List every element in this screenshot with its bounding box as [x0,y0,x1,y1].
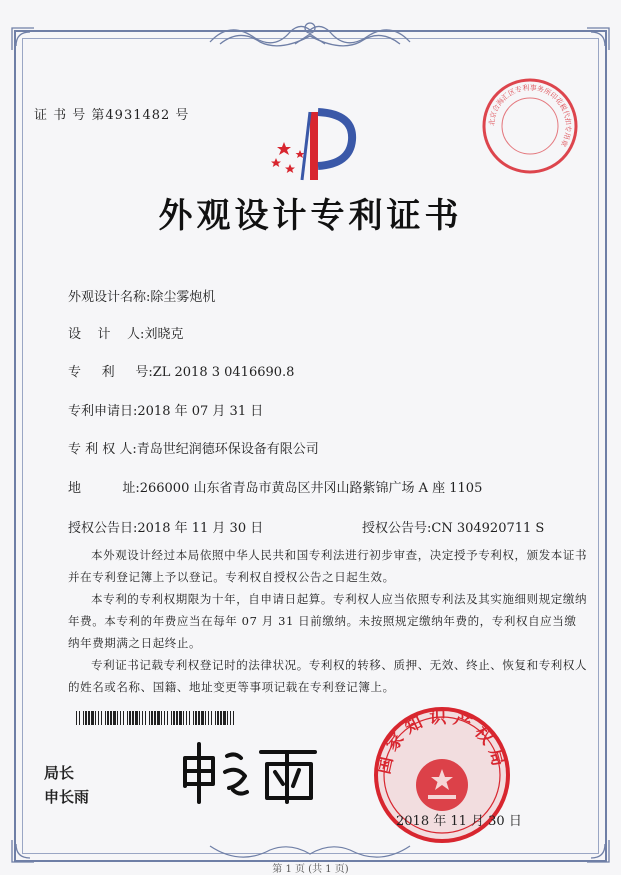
address-row [68,477,482,496]
chief-title: 局长 [44,764,75,782]
chief-name: 申长雨 [44,788,90,806]
filing-date-label: 专利申请日: [68,404,138,419]
cnipa-seal-text: 国家知识产权局 [374,707,510,776]
patentee-row [68,438,319,457]
corner-ornament-icon [8,24,38,54]
grant-date-value: 2018 年 11 月 30 日 [137,521,264,536]
patent-no-value: ZL 2018 3 0416690.8 [152,365,295,380]
filing-date-row [68,400,263,419]
patentee-label: 专 利 权 人: [68,442,137,457]
designer-row [68,323,183,342]
paragraph-term: 本专利的专利权期限为十年，自申请日起算。专利权人应当依照专利法及其实施细则规定缴纳年费。本专利的年费应当在每年 07 月 31 日前缴纳。未按照规定缴纳年费的，专利权自应当缴纳年费期满之日起终止。 [68,592,588,650]
certificate-number: 证 书 号 第4931482 号 [34,108,190,123]
design-name-label: 外观设计名称: [68,290,151,305]
address-label: 地 址: [68,481,140,496]
certificate-title: 外观设计专利证书 [158,196,463,236]
corner-ornament-icon [583,24,613,54]
grant-date-label: 授权公告日: [68,521,138,536]
grant-no-row [362,517,544,536]
patent-no-label: 专 利 号: [68,365,153,380]
design-name-row [68,286,215,305]
barcode-icon [76,711,236,725]
signature-icon [175,738,325,808]
filing-date-value: 2018 年 07 月 31 日 [137,404,264,419]
page-number: 第 1 页 (共 1 页) [272,864,349,875]
grant-date-row [68,517,263,536]
paragraph-register: 专利证书记载专利权登记时的法律状况。专利权的转移、质押、无效、终止、恢复和专利权人的姓名或名称、国籍、地址变更等事项记载在专利登记簿上。 [68,658,588,694]
patentee-value: 青岛世纪润德环保设备有限公司 [136,442,319,457]
top-ornament-icon [200,14,420,54]
tax-seal-icon [480,76,580,176]
design-name-value: 除尘雾炮机 [150,290,216,305]
cnipa-logo-icon [262,104,362,184]
patent-no-row [68,361,294,380]
grant-no-value: CN 304920711 S [431,521,545,536]
tax-seal-text: 北京合海汇区专利事务所印花税代扣专用章 [487,83,573,148]
seal-date: 2018 年 11 月 30 日 [396,814,522,829]
designer-value: 刘晓克 [144,327,184,342]
grant-no-label: 授权公告号: [362,521,432,536]
address-value: 266000 山东省青岛市黄岛区井冈山路紫锦广场 A 座 1105 [139,481,483,496]
paragraph-grant: 本外观设计经过本局依照中华人民共和国专利法进行初步审查，决定授予专利权，颁发本证书并在专利登记簿上予以登记。专利权自授权公告之日起生效。 [68,548,588,584]
designer-label: 设 计 人: [68,327,145,342]
